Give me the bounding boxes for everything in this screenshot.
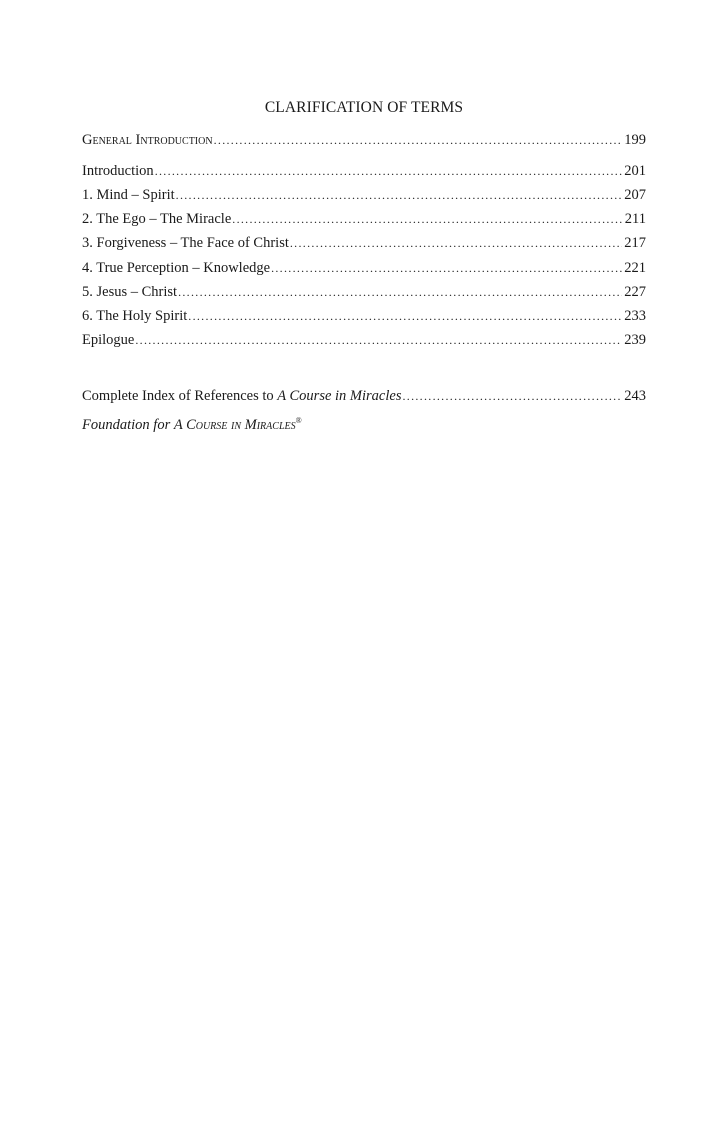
- toc-entry-epilogue[interactable]: [82, 331, 646, 349]
- dot-leader: [214, 131, 623, 149]
- toc-entry-page: 211: [624, 211, 646, 227]
- registered-mark: ®: [295, 416, 302, 425]
- page-title: CLARIFICATION OF TERMS: [264, 99, 464, 116]
- foundation-title: A Course in Miracles: [173, 417, 296, 433]
- dot-leader: [155, 162, 623, 180]
- toc-entry-introduction[interactable]: [82, 162, 646, 180]
- toc-entry-label-prefix: Complete Index of References to: [82, 388, 278, 404]
- toc-entry-page: 199: [624, 132, 646, 148]
- toc-entry-label: 6. The Holy Spirit: [82, 308, 188, 324]
- toc-entry-general-introduction[interactable]: [82, 131, 646, 149]
- toc-entry-label: General Introduction: [82, 132, 213, 148]
- toc-entry-foundation[interactable]: [82, 412, 646, 434]
- toc-entry-page: 243: [624, 388, 646, 404]
- toc-entry-label: [82, 387, 401, 405]
- toc-entry-label: 1. Mind – Spirit: [82, 187, 175, 203]
- toc-entry-label: Introduction: [82, 163, 154, 179]
- dot-leader: [290, 234, 622, 252]
- toc-entry-jesus-christ[interactable]: [82, 283, 646, 301]
- toc-entry-label: 2. The Ego – The Miracle: [82, 211, 232, 227]
- toc-entry-holy-spirit[interactable]: [82, 307, 646, 325]
- toc-entry-page: 227: [624, 284, 646, 300]
- toc-entry-label: 3. Forgiveness – The Face of Christ: [82, 235, 289, 251]
- book-title: A Course in Miracles: [277, 388, 402, 404]
- toc-entry-label: 4. True Perception – Knowledge: [82, 260, 271, 276]
- toc-entry-page: 233: [624, 308, 646, 324]
- foundation-prefix: Foundation for: [82, 417, 174, 433]
- dot-leader: [271, 259, 622, 277]
- toc-entry-label: 5. Jesus – Christ: [82, 284, 178, 300]
- toc-entry-label: [82, 412, 302, 434]
- toc-entry-page: 217: [624, 235, 646, 251]
- toc-entry-mind-spirit[interactable]: [82, 186, 646, 204]
- dot-leader: [135, 331, 622, 349]
- toc-entry-complete-index[interactable]: [82, 387, 646, 405]
- toc-entry-ego-miracle[interactable]: [82, 210, 646, 228]
- dot-leader: [176, 186, 623, 204]
- toc-entry-forgiveness[interactable]: [82, 234, 646, 252]
- dot-leader: [188, 307, 622, 325]
- toc-entry-page: 239: [624, 332, 646, 348]
- dot-leader: [402, 387, 622, 405]
- toc-entry-page: 221: [624, 260, 646, 276]
- dot-leader: [178, 283, 622, 301]
- toc-entry-true-perception[interactable]: [82, 259, 646, 277]
- toc-page: [82, 0, 646, 1132]
- dot-leader: [232, 210, 623, 228]
- toc-entry-page: 201: [624, 163, 646, 179]
- toc-entry-page: 207: [624, 187, 646, 203]
- toc-entry-label: Epilogue: [82, 332, 135, 348]
